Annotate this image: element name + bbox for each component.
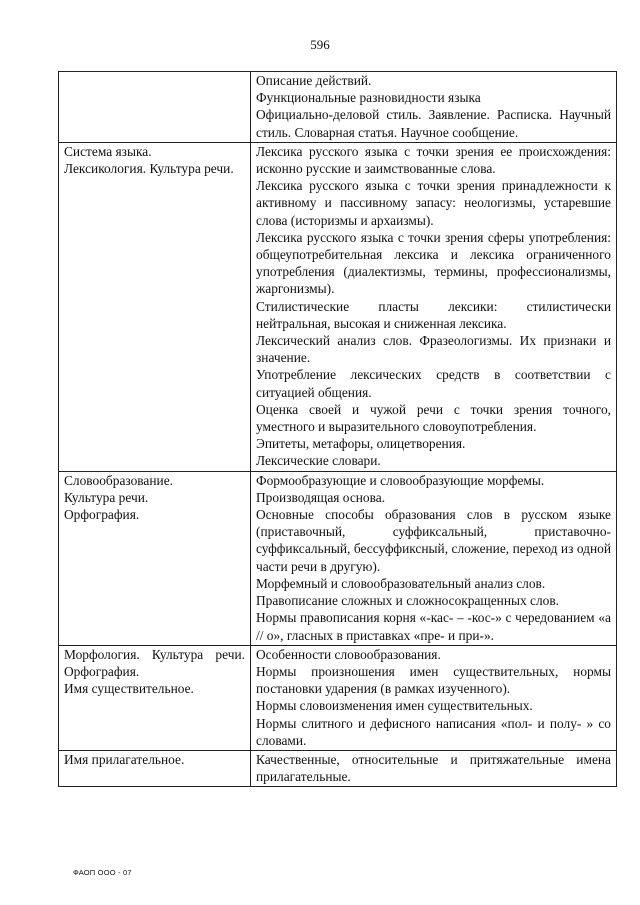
content-paragraph: Производящая основа. (256, 489, 386, 505)
content-paragraph: Формообразующие и словообразующие морфемы. (256, 472, 545, 488)
topic-line: Словообразование. (64, 472, 174, 488)
table-row (59, 72, 617, 143)
content-cell (251, 645, 617, 750)
topic-line: Морфология. Культура речи. Орфография. (64, 646, 245, 679)
content-paragraph: Лексика русского языка с точки зрения сферы употребления: общеупотребительная лексика и лексика ограниченного употребления (диалектизмы, термины, профессионализмы, жаргонизмы). (256, 229, 611, 297)
curriculum-table (58, 71, 617, 787)
content-paragraph: Нормы произношения имен существительных, нормы постановки ударения (в рамках изученного). (256, 663, 611, 697)
document-footer-code: ФАОП ООО - 07 (73, 868, 132, 877)
table-row (59, 750, 617, 786)
content-paragraph: Нормы слитного и дефисного написания «пол- и полу- » со словами. (256, 715, 611, 748)
content-paragraph: Описание действий. (256, 73, 372, 88)
content-paragraph: Морфемный и словообразовательный анализ слов. (256, 575, 546, 591)
content-paragraph: Особенности словообразования. (256, 646, 441, 662)
content-paragraph: Лексический анализ слов. Фразеологизмы. Их признаки и значение. (256, 333, 611, 366)
content-paragraph: Нормы словоизменения имен существительных. (256, 698, 533, 714)
topic-line: Система языка. (64, 143, 152, 159)
content-paragraph: Употребление лексических средств в соответствии с ситуацией общения. (256, 367, 611, 400)
topic-cell (59, 142, 251, 471)
topic-line: Лексикология. Культура речи. (64, 161, 234, 177)
content-paragraph: Лексика русского языка с точки зрения ее происхождения: исконно русские и заимствованные слова. (256, 143, 611, 177)
content-cell (251, 72, 617, 143)
topic-cell (59, 645, 251, 750)
content-paragraph: Качественные, относительные и притяжательные имена прилагательные. (256, 751, 611, 785)
content-paragraph: Эпитеты, метафоры, олицетворения. (256, 436, 466, 452)
page-number: 596 (310, 37, 330, 52)
content-paragraph: Стилистические пласты лексики: стилистически нейтральная, высокая и сниженная лексика. (256, 298, 611, 331)
table-row (59, 645, 617, 750)
topic-cell (59, 72, 251, 143)
content-paragraph: Оценка своей и чужой речи с точки зрения точного, уместного и выразительного словоупотребления. (256, 401, 611, 435)
topic-line: Культура речи. (64, 489, 149, 505)
content-paragraph: Нормы правописания корня «-кас- – -кос-» с чередованием «а // о», гласных в приставках «пре- и при-». (256, 610, 611, 643)
content-cell (251, 750, 617, 786)
table-row (59, 142, 617, 471)
content-cell (251, 471, 617, 645)
content-paragraph: Лексика русского языка с точки зрения принадлежности к активному и пассивному запасу: неологизмы, устаревшие слова (историзмы и архаизмы). (256, 178, 611, 228)
table-row (59, 471, 617, 645)
topic-line: Орфография. (64, 507, 140, 523)
topic-line: Имя существительное. (64, 681, 194, 697)
content-paragraph: Лексические словари. (256, 453, 381, 469)
topic-line: Имя прилагательное. (64, 751, 185, 767)
content-paragraph: Официально-деловой стиль. Заявление. Расписка. Научный стиль. Словарная статья. Научное сообщение. (256, 107, 611, 140)
topic-cell (59, 471, 251, 645)
content-paragraph: Основные способы образования слов в русском языке (приставочный, суффиксальный, приставочно-суффиксальный, бессуффиксный, сложение, переход из одной части речи в другую). (256, 507, 611, 574)
content-cell (251, 142, 617, 471)
content-paragraph: Функциональные разновидности языка (256, 90, 481, 106)
topic-cell (59, 750, 251, 786)
content-paragraph: Правописание сложных и сложносокращенных слов. (256, 593, 560, 609)
